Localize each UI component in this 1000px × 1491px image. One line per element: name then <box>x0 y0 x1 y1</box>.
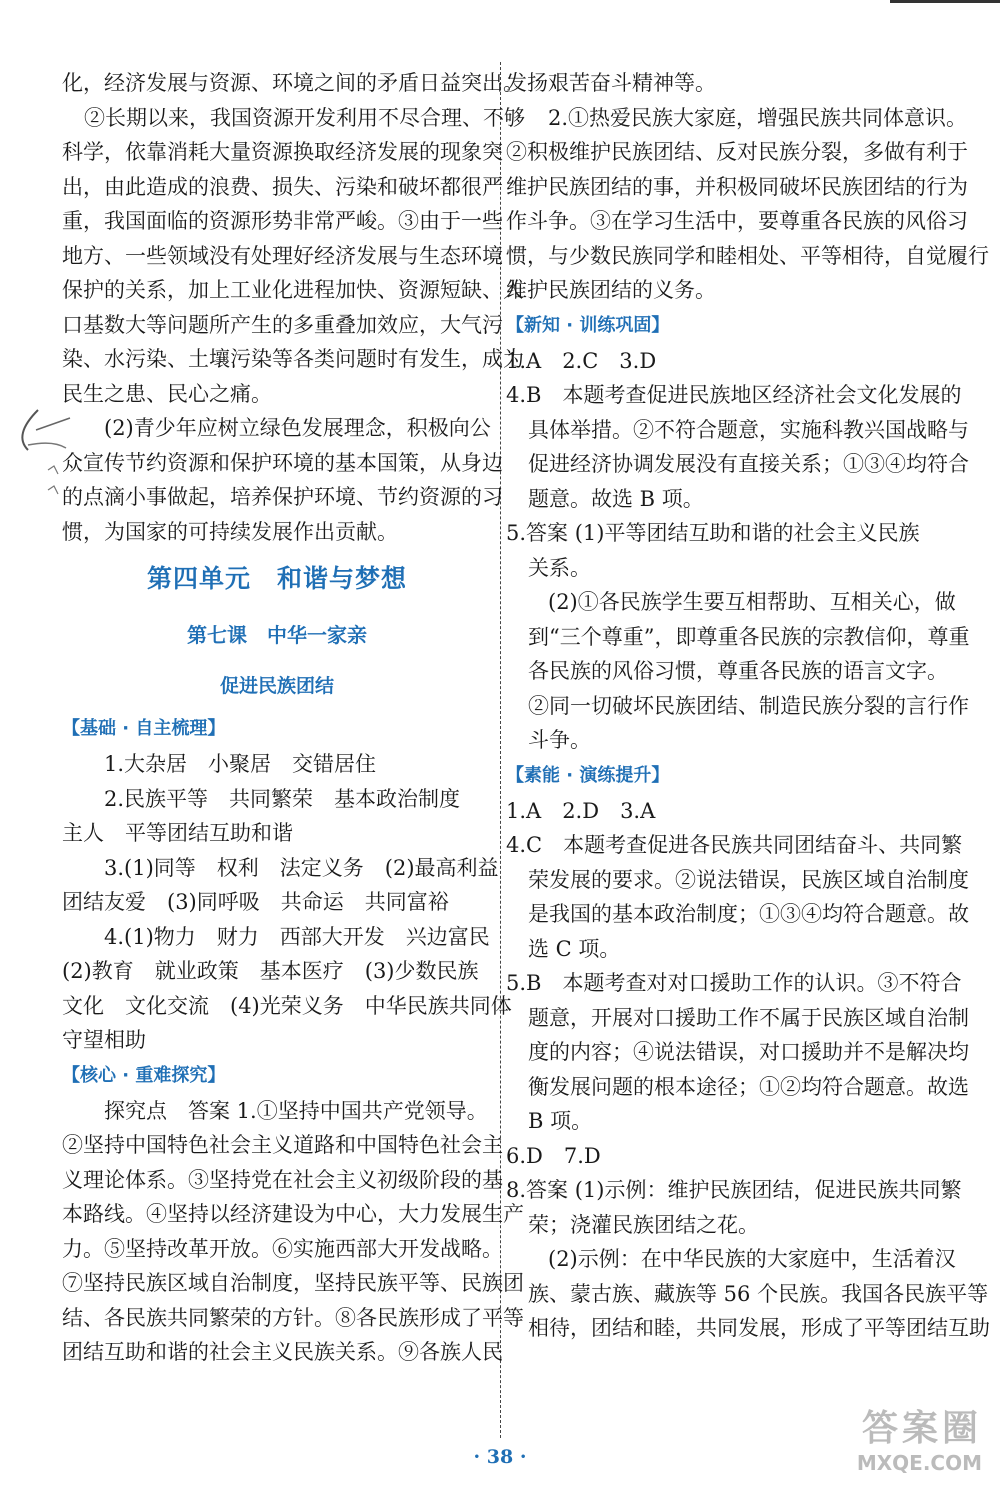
text-line: 5.B 本题考查对对口援助工作的认识。③不符合 <box>506 971 962 995</box>
text-line: 文化 文化交流 (4)光荣义务 中华民族共同体 <box>62 993 512 1018</box>
text-line: 2.①热爱民族大家庭，增强民族共同体意识。 <box>548 105 968 130</box>
text-line: 2.民族平等 共同繁荣 基本政治制度 <box>104 786 461 811</box>
text-line: 3.(1)同等 权利 法定义务 (2)最高利益 <box>104 855 499 880</box>
watermark <box>772 1400 982 1484</box>
text-line: 题意，开展对口援助工作不属于民族区域自治制 <box>528 1005 969 1030</box>
text-line: 1.A 2.C 3.D <box>506 348 657 373</box>
text-line: 1.大杂居 小聚居 交错居住 <box>104 752 377 776</box>
section-title: 促进民族团结 <box>219 675 334 697</box>
text-line: 是我国的基本政治制度；①③④均符合题意。故 <box>528 902 969 926</box>
text-line: ②积极维护民族团结、反对民族分裂，多做有利于 <box>506 140 968 164</box>
text-line: 团结友爱 (3)同呼吸 共命运 共同富裕 <box>62 890 449 914</box>
text-line: 4.(1)物力 财力 西部大开发 兴边富民 <box>104 924 490 949</box>
handwriting-scribble <box>8 400 78 510</box>
text-line: (2)示例：在中华民族的大家庭中，生活着汉 <box>548 1247 956 1271</box>
text-line: 科学，依靠消耗大量资源换取经济发展的现象突 <box>62 140 503 164</box>
text-line: 选 C 项。 <box>528 936 621 961</box>
text-line: 到“三个尊重”，即尊重各民族的宗教信仰，尊重 <box>528 624 970 649</box>
text-line: 主人 平等团结互助和谐 <box>62 821 293 845</box>
text-line: 荣；浇灌民族团结之花。 <box>528 1212 759 1237</box>
text-line: 题意。故选 B 项。 <box>528 486 704 511</box>
column-divider <box>500 62 501 1438</box>
section-head-core: 【核心 · 重难探究】 <box>62 1064 226 1086</box>
lesson-title: 第七课 中华一家亲 <box>187 623 367 647</box>
text-line: 义理论体系。③坚持党在社会主义初级阶段的基 <box>62 1167 503 1192</box>
section-head-new: 【新知 · 训练巩固】 <box>506 314 670 336</box>
section-head-skill: 【素能 · 演练提升】 <box>506 764 670 786</box>
text-line: 众宣传节约资源和保护环境的基本国策，从身边 <box>62 450 503 475</box>
text-line: 各民族的风俗习惯，尊重各民族的语言文字。 <box>528 659 948 683</box>
text-line: 染、水污染、土壤污染等各类问题时有发生，成为 <box>62 347 524 371</box>
text-line: ②长期以来，我国资源开发利用不尽合理、不够 <box>84 105 525 130</box>
text-line: 结、各民族共同繁荣的方针。⑧各民族形成了平等 <box>62 1305 524 1330</box>
text-line: 惯，为国家的可持续发展作出贡献。 <box>62 519 398 544</box>
text-line: 保护的关系，加上工业化进程加快、资源短缺、人 <box>62 278 524 302</box>
text-line: 口基数大等问题所产生的多重叠加效应，大气污 <box>62 312 503 337</box>
text-line: 化，经济发展与资源、环境之间的矛盾日益突出。 <box>62 71 524 95</box>
text-line: 促进经济协调发展没有直接关系；①③④均符合 <box>528 452 969 476</box>
text-line: ②同一切破坏民族团结、制造民族分裂的言行作 <box>528 693 969 718</box>
text-line: 力。⑤坚持改革开放。⑥实施西部大开发战略。 <box>62 1236 503 1261</box>
text-line: 发扬艰苦奋斗精神等。 <box>506 71 716 95</box>
text-line: 关系。 <box>528 555 591 580</box>
text-line: 衡发展问题的根本途径；①②均符合题意。故选 <box>528 1074 969 1099</box>
text-line: 相待，团结和睦，共同发展，形成了平等团结互助 <box>528 1316 990 1340</box>
text-line: 惯，与少数民族同学和睦相处、平等相待，自觉履行 <box>506 243 989 268</box>
text-line: 1.A 2.D 3.A <box>506 798 656 823</box>
text-line: 4.B 本题考查促进民族地区经济社会文化发展的 <box>506 383 962 407</box>
text-line: 民生之患、民心之痛。 <box>62 381 272 406</box>
text-line: (2)①各民族学生要互相帮助、互相关心，做 <box>548 590 956 614</box>
text-line: 作斗争。③在学习生活中，要尊重各民族的风俗习 <box>506 209 968 233</box>
text-line: ⑦坚持民族区域自治制度，坚持民族平等、民族团 <box>62 1271 524 1295</box>
text-line: (2)教育 就业政策 基本医疗 (3)少数民族 <box>62 959 479 983</box>
text-line: 团结互助和谐的社会主义民族关系。⑨各族人民 <box>62 1340 503 1364</box>
watermark-url: MXQE.COM <box>856 1451 982 1475</box>
text-line: (2)青少年应树立绿色发展理念，积极向公 <box>104 416 491 440</box>
text-line: 维护民族团结的义务。 <box>506 278 716 302</box>
text-line: 斗争。 <box>528 728 591 752</box>
text-line: 本路线。④坚持以经济建设为中心，大力发展生产 <box>62 1202 524 1226</box>
right-column <box>506 66 990 1346</box>
text-line: 地方、一些领域没有处理好经济发展与生态环境 <box>62 243 503 268</box>
text-line: ②坚持中国特色社会主义道路和中国特色社会主 <box>62 1133 503 1157</box>
text-line: 族、蒙古族、藏族等 56 个民族。我国各民族平等 <box>528 1281 989 1306</box>
watermark-chars: 答案圈 <box>861 1408 982 1449</box>
text-line: 度的内容；④说法错误，对口援助并不是解决均 <box>528 1040 969 1064</box>
text-line: 具体举措。②不符合题意，实施科教兴国战略与 <box>528 417 969 442</box>
top-edge-bar <box>890 0 1000 3</box>
text-line: 守望相助 <box>62 1028 146 1052</box>
text-line: 维护民族团结的事，并积极同破坏民族团结的行为 <box>506 174 968 199</box>
page-number: · 38 · <box>473 1446 527 1468</box>
text-line: B 项。 <box>528 1109 593 1133</box>
text-line: 5.答案 (1)平等团结互助和谐的社会主义民族 <box>506 521 920 545</box>
unit-title: 第四单元 和谐与梦想 <box>146 564 407 593</box>
text-line: 探究点 答案 1.①坚持中国共产党领导。 <box>104 1098 488 1123</box>
text-line: 荣发展的要求。②说法错误，民族区域自治制度 <box>528 867 969 892</box>
section-head-basic: 【基础 · 自主梳理】 <box>62 718 226 739</box>
text-line: 8.答案 (1)示例：维护民族团结，促进民族共同繁 <box>506 1178 962 1202</box>
text-line: 出，由此造成的浪费、损失、污染和破坏都很严 <box>62 174 503 199</box>
text-line: 的点滴小事做起，培养保护环境、节约资源的习 <box>62 485 503 509</box>
text-line: 重，我国面临的资源形势非常严峻。③由于一些 <box>62 209 503 233</box>
text-line: 4.C 本题考查促进各民族共同团结奋斗、共同繁 <box>506 833 963 857</box>
text-line: 6.D 7.D <box>506 1143 601 1168</box>
left-column <box>62 66 525 1370</box>
